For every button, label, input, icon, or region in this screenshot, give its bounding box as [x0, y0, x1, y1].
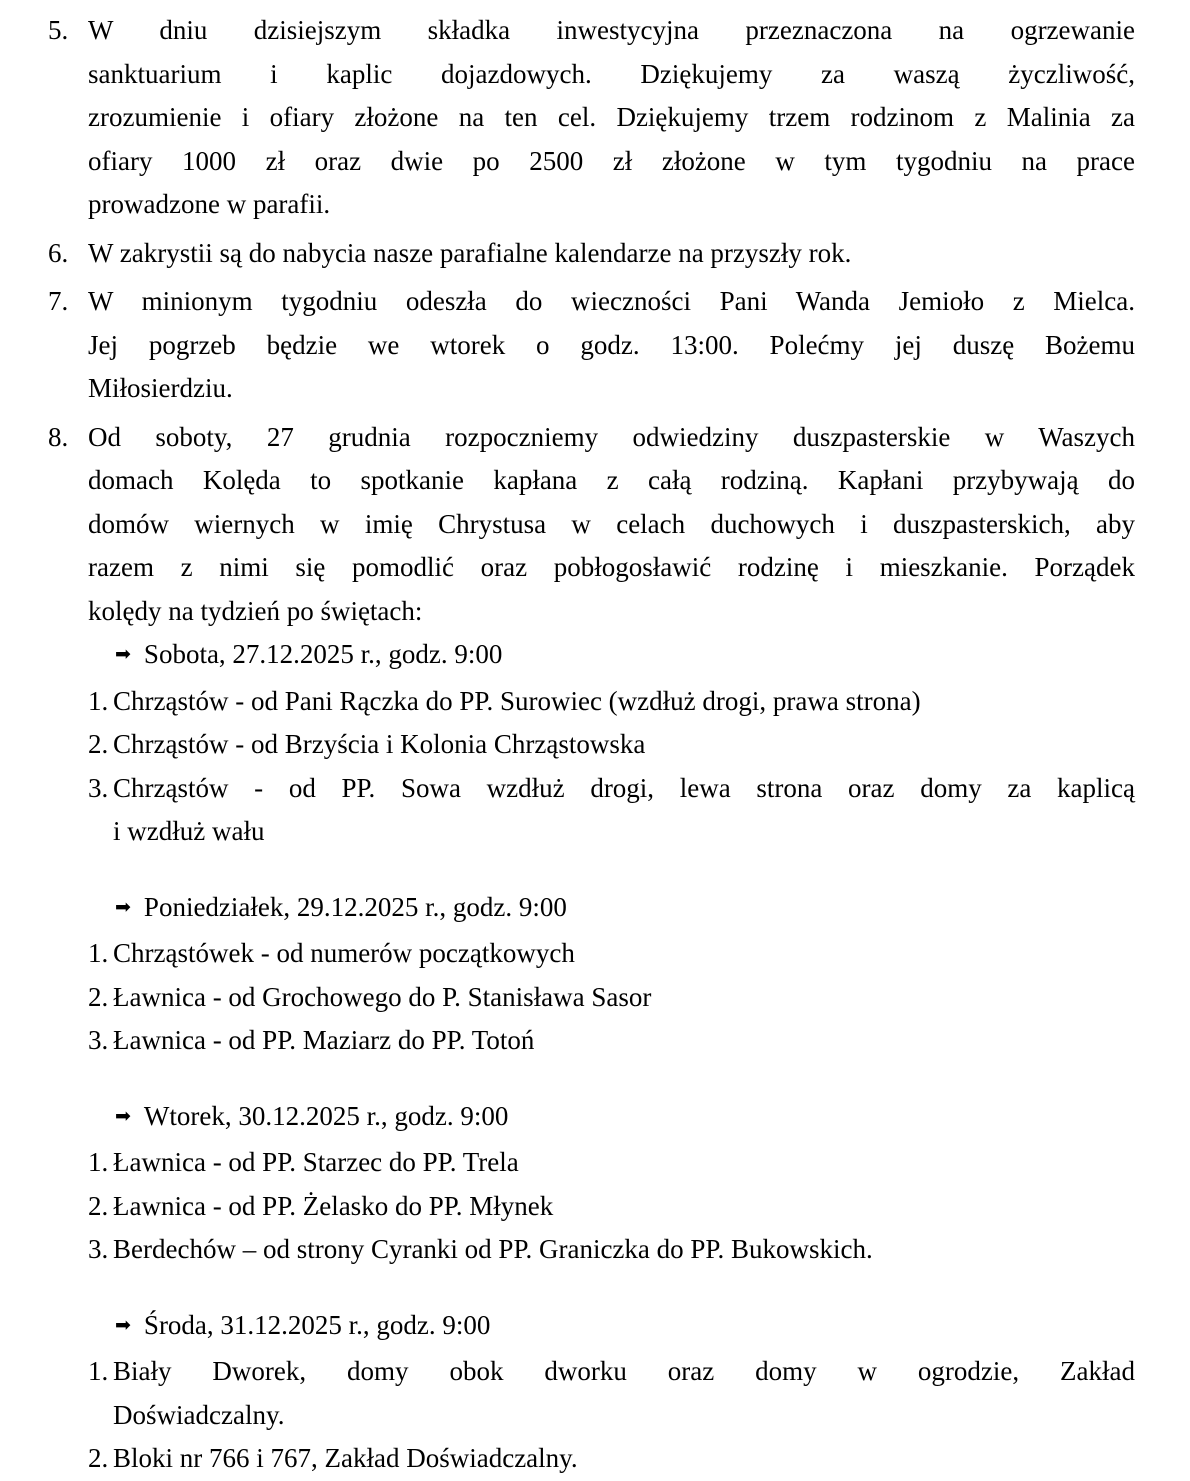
text-line: kolędy na tydzień po świętach:: [88, 595, 423, 626]
day-header: [88, 633, 1135, 680]
right-arrow-icon: ➡: [115, 1104, 131, 1127]
schedule-item: [88, 723, 1135, 767]
item-extra: [88, 633, 1135, 1481]
text-line: domach Kolęda to spotkanie kapłana z całą rodziną. Kapłani przybywają do: [88, 465, 1135, 495]
schedule-item: [88, 1350, 1135, 1437]
schedule-item-number: 1.: [88, 1356, 109, 1386]
announcement-item: [48, 9, 1135, 227]
text-line: Ławnica - od PP. Starzec do PP. Trela: [113, 1147, 519, 1177]
schedule-item: [88, 1019, 1135, 1063]
text-line: Doświadczalny.: [113, 1399, 285, 1430]
schedule-item-number: 2.: [88, 981, 109, 1012]
text-line: prowadzone w parafii.: [88, 189, 331, 219]
text-line: W dniu dzisiejszym składka inwestycyjna przeznaczona na ogrzewanie: [88, 15, 1135, 45]
koleda-day-block: [88, 1095, 1135, 1272]
day-items: [88, 932, 1135, 1063]
schedule-item: [88, 767, 1135, 854]
schedule-item-lines: [113, 932, 1135, 976]
day-header: [88, 1304, 1135, 1351]
schedule-item-lines: [113, 680, 1135, 724]
schedule-item-number: 1.: [88, 1147, 109, 1177]
schedule-item: [88, 1185, 1135, 1229]
day-header: [88, 886, 1135, 933]
text-line: Ławnica - od PP. Maziarz do PP. Totoń: [113, 1025, 535, 1055]
schedule-item: [88, 932, 1135, 976]
schedule-item-number: 1.: [88, 938, 109, 968]
item-paragraph: [88, 416, 1135, 634]
day-header-label: Poniedziałek, 29.12.2025 r., godz. 9:00: [143, 891, 567, 922]
announcement-item: [48, 416, 1135, 1481]
text-line: ofiary 1000 zł oraz dwie po 2500 zł złożone w tym tygodniu na prace: [88, 145, 1135, 176]
schedule-item: [88, 1141, 1135, 1185]
koleda-day-block: [88, 1304, 1135, 1481]
item-number: 8.: [48, 421, 69, 452]
koleda-day-block: [88, 886, 1135, 1063]
item-number: 7.: [48, 286, 69, 316]
text-line: domów wiernych w imię Chrystusa w celach duchowych i duszpasterskich, aby: [88, 508, 1135, 539]
text-line: Chrząstów - od Brzyścia i Kolonia Chrząstowska: [113, 729, 646, 759]
right-arrow-icon: ➡: [115, 643, 131, 665]
schedule-item-lines: [113, 767, 1135, 854]
schedule-item: [88, 1437, 1135, 1481]
day-header-label: Środa, 31.12.2025 r., godz. 9:00: [143, 1309, 491, 1340]
right-arrow-icon: ➡: [115, 1313, 131, 1336]
schedule-item-lines: [113, 1228, 1135, 1272]
text-line: Biały Dworek, domy obok dworku oraz domy w ogrodzie, Zakład: [113, 1356, 1135, 1386]
schedule-item-lines: [113, 1350, 1135, 1437]
schedule-item-number: 3.: [88, 772, 109, 803]
item-paragraph: [88, 9, 1135, 227]
day-header: [88, 1095, 1135, 1142]
announcement-item: [48, 232, 1135, 276]
schedule-item-lines: [113, 1185, 1135, 1229]
schedule-item-lines: [113, 1437, 1135, 1481]
text-line: Jej pogrzeb będzie we wtorek o godz. 13:00. Polećmy jej duszę Bożemu: [88, 329, 1135, 360]
schedule-item: [88, 1228, 1135, 1272]
schedule-item-number: 3.: [88, 1025, 109, 1055]
text-line: Bloki nr 766 i 767, Zakład Doświadczalny.: [113, 1443, 578, 1473]
koleda-day-block: [88, 633, 1135, 854]
text-line: zrozumienie i ofiary złożone na ten cel. Dziękujemy trzem rodzinom z Malinia za: [88, 102, 1135, 132]
announcement-item: [48, 280, 1135, 411]
text-line: Ławnica - od Grochowego do P. Stanisława Sasor: [113, 981, 652, 1012]
item-number: 5.: [48, 15, 69, 45]
schedule-item-lines: [113, 1019, 1135, 1063]
schedule-item: [88, 976, 1135, 1020]
schedule-item: [88, 680, 1135, 724]
day-items: [88, 680, 1135, 854]
text-line: Miłosierdziu.: [88, 373, 233, 403]
text-line: Chrząstówek - od numerów początkowych: [113, 938, 575, 968]
schedule-item-lines: [113, 1141, 1135, 1185]
day-items: [88, 1141, 1135, 1272]
schedule-item-number: 1.: [88, 685, 109, 716]
text-line: razem z nimi się pomodlić oraz pobłogosławić rodzinę i mieszkanie. Porządek: [88, 552, 1135, 582]
item-number: 6.: [48, 237, 69, 268]
text-line: Od soboty, 27 grudnia rozpoczniemy odwiedziny duszpasterskie w Waszych: [88, 421, 1135, 452]
day-header-label: Sobota, 27.12.2025 r., godz. 9:00: [143, 639, 503, 669]
day-header-label: Wtorek, 30.12.2025 r., godz. 9:00: [143, 1100, 509, 1131]
day-items: [88, 1350, 1135, 1481]
item-paragraph: [88, 280, 1135, 411]
text-line: Chrząstów - od PP. Sowa wzdłuż drogi, lewa strona oraz domy za kaplicą: [113, 772, 1135, 803]
schedule-item-number: 2.: [88, 729, 109, 759]
schedule-item-lines: [113, 976, 1135, 1020]
text-line: i wzdłuż wału: [113, 816, 265, 846]
text-line: W zakrystii są do nabycia nasze parafialne kalendarze na przyszły rok.: [88, 237, 852, 268]
text-line: Ławnica - od PP. Żelasko do PP. Młynek: [113, 1190, 554, 1221]
item-paragraph: [88, 232, 1135, 276]
text-line: sanktuarium i kaplic dojazdowych. Dziękujemy za waszą życzliwość,: [88, 58, 1135, 89]
right-arrow-icon: ➡: [115, 895, 131, 918]
schedule-item-number: 3.: [88, 1234, 109, 1264]
text-line: Chrząstów - od Pani Rączka do PP. Surowiec (wzdłuż drogi, prawa strona): [113, 685, 921, 716]
schedule-item-lines: [113, 723, 1135, 767]
text-line: W minionym tygodniu odeszła do wieczności Pani Wanda Jemioło z Mielca.: [88, 286, 1135, 316]
schedule-item-number: 2.: [88, 1190, 109, 1221]
schedule-item-number: 2.: [88, 1443, 109, 1473]
text-line: Berdechów – od strony Cyranki od PP. Graniczka do PP. Bukowskich.: [113, 1234, 873, 1264]
